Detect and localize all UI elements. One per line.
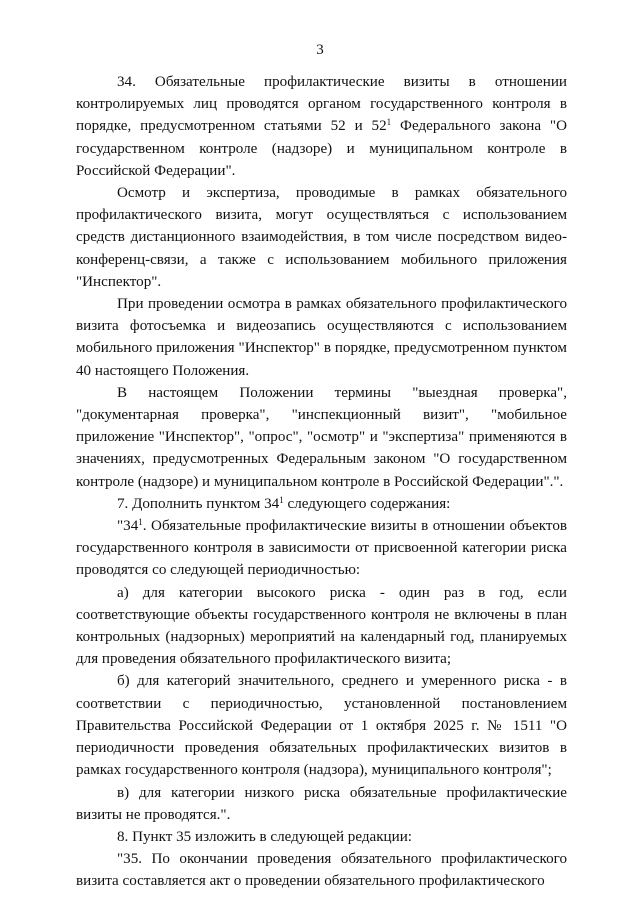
paragraph-34 [76,71,567,182]
paragraph-sub-b: б) для категорий значительного, среднего и умеренного риска - в соответствии с периодичностью, установленной постановлением Правительства Российской Федерации от 1 октября 2025 г. № 1511 "О периодичности проведения обязательных профилактических визитов в рамках государственного контроля (надзора), муниципального контроля"; [76,673,567,779]
paragraph-text: "34 [117,518,139,535]
superscript: 1 [279,494,284,505]
paragraph-text-tail: . Обязательные профилактические визиты в отношении объектов государственного контроля в зависимости от присвоенной категории риска проводятся со следующей периодичностью: [76,518,567,579]
document-body [76,71,567,893]
paragraph-item-7 [76,493,567,515]
paragraph-35: "35. По окончании проведения обязательного профилактического визита составляется акт о проведении обязательного профилактического [76,851,567,890]
superscript: 1 [138,517,143,528]
superscript: 1 [386,117,392,128]
paragraph-34-1 [76,515,567,582]
paragraph-text: 7. Дополнить пунктом 34 [117,495,280,512]
page-number: 3 [316,42,324,58]
paragraph-sub-a: а) для категории высокого риска - один раз в год, если соответствующие объекты государственного контроля не включены в план контрольных (надзорных) мероприятий на календарный год, планируемых для проведения обязательного профилактического визита; [76,584,567,668]
paragraph-photo-video: При проведении осмотра в рамках обязательного профилактического визита фотосъемка и видеозапись осуществляются с использованием мобильного приложения "Инспектор" в порядке, предусмотренном пунктом 40 настоящего Положения. [76,296,567,379]
paragraph-sub-c: в) для категории низкого риска обязательные профилактические визиты не проводятся.". [76,784,567,823]
paragraph-inspection: Осмотр и экспертиза, проводимые в рамках обязательного профилактического визита, могут осуществляться с использованием средств дистанционного взаимодействия, в том числе посредством видео-конференц-связи, а также с использованием мобильного приложения "Инспектор". [76,185,567,290]
paragraph-text-tail: следующего содержания: [283,495,451,512]
paragraph-text-tail: Федерального закона "О государственном контроле (надзоре) и муниципальном контроле в Российской Федерации". [76,118,567,179]
paragraph-text: 34. Обязательные профилактические визиты в отношении контролируемых лиц проводятся органом государственного контроля в порядке, предусмотренном статьями 52 и 52 [76,74,567,135]
paragraph-terms: В настоящем Положении термины "выездная проверка", "документарная проверка", "инспекционный визит", "мобильное приложение "Инспектор", "опрос", "осмотр" и "экспертиза" применяются в значениях, предусмотренных Федеральным законом "О государственном контроле (надзоре) и муниципальном контроле в Российской Федерации".". [76,384,567,490]
paragraph-item-8: 8. Пункт 35 изложить в следующей редакции: [117,828,412,845]
